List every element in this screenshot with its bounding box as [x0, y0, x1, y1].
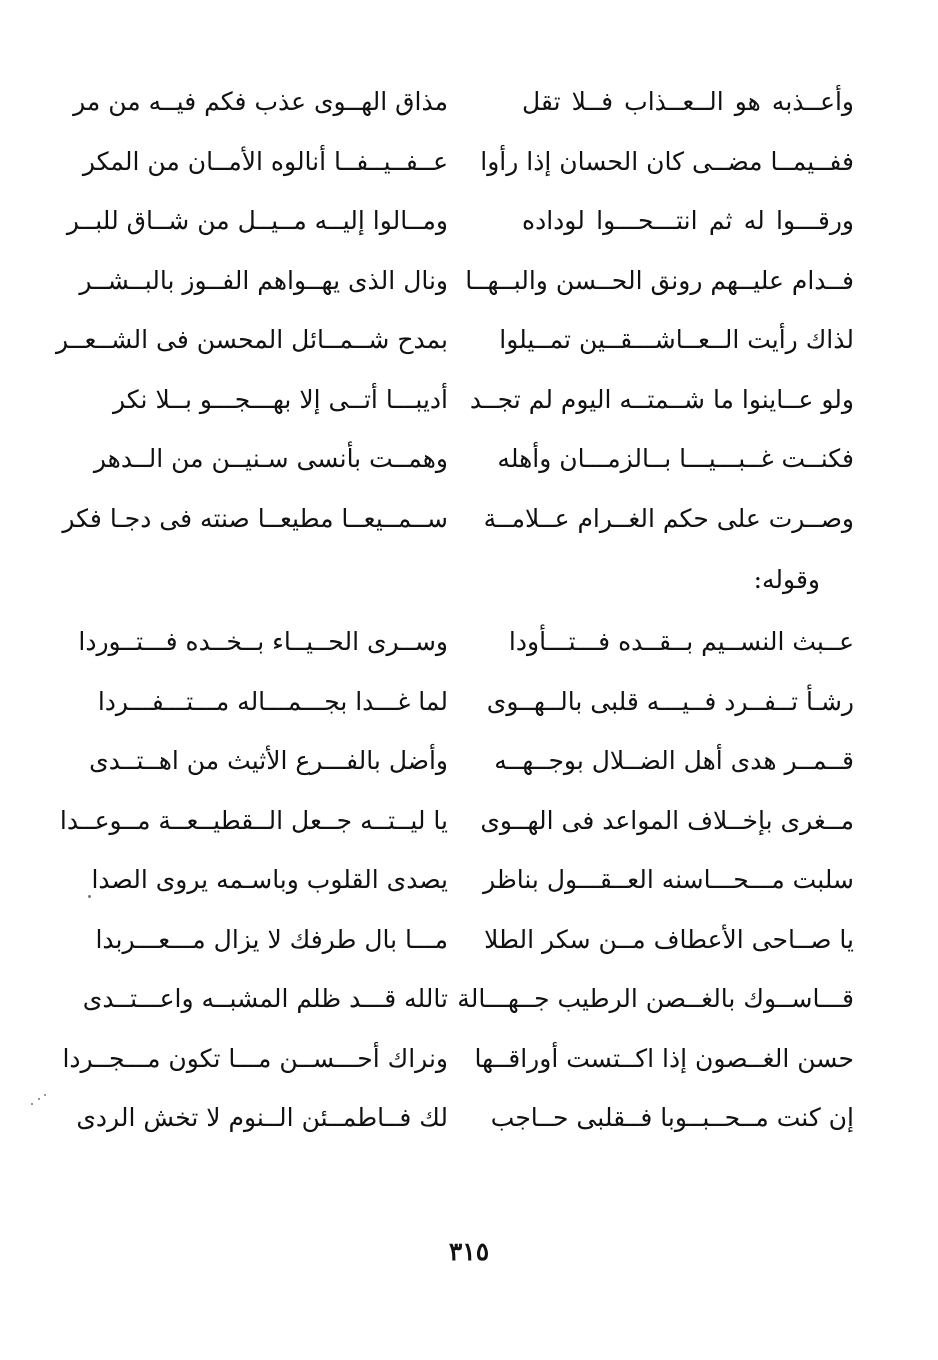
verse-first-hemistich: ولو عــاينوا ما شــمتــه اليوم لم تجــد [469, 384, 854, 414]
verse-line [0, 191, 938, 251]
verse-second-hemistich: وأضل بالفـــرع الأثيث من اهــتــدى [89, 746, 448, 775]
verse-first-hemistich: حسن الغــصون إذا اكــتست أوراقــها [474, 1043, 854, 1073]
poem-stanza-two [0, 612, 938, 1148]
verse-line [0, 251, 938, 311]
scan-speck [38, 1098, 40, 1100]
verse-first-hemistich: عــبث النســيم بــقــده فـــتـــأودا [508, 627, 854, 656]
verse-first-hemistich: وأعــذبه هو الــعــذاب فــلا تقل [522, 87, 854, 116]
verse-second-hemistich: بمدح شــمــائل المحسن فى الشــعــر [56, 325, 448, 354]
verse-first-hemistich: فــدام عليــهم رونق الحــسن والبــهــا [465, 265, 854, 295]
verse-line [0, 672, 938, 732]
verse-line [0, 132, 938, 192]
verse-line [0, 1029, 938, 1089]
page-number: ٣١٥ [448, 1237, 490, 1266]
verse-second-hemistich: ســمــيعــا مطيعــا صنته فى دجـا فكر [62, 503, 448, 533]
verse-line [0, 310, 938, 370]
scan-speck [88, 895, 91, 898]
verse-first-hemistich: إن كنت مــحــبــوبا فــقلبى حــاجب [490, 1103, 854, 1132]
verse-second-hemistich: لك فــاطمــئن الــنوم لا تخش الردى [76, 1103, 448, 1132]
verse-first-hemistich: سلبت مـــحـــاسنه العــقـــول بناظر [483, 865, 854, 894]
verse-first-hemistich: وصــرت على حكم الغــرام عــلامــة [483, 503, 854, 533]
verse-line [0, 429, 938, 489]
verse-second-hemistich: أديبـــا أتــى إلا بهـــجـــو بــلا نكر [112, 384, 448, 414]
verse-line [0, 489, 938, 549]
verse-second-hemistich: يا ليــتــه جــعل الــقطيــعــة مــوعــدا [59, 805, 448, 835]
verse-line [0, 72, 938, 132]
scan-speck [44, 1094, 46, 1096]
verse-first-hemistich: قـــاســوك بالغــصن الرطيب جــهـــالة [457, 984, 854, 1013]
verse-line [0, 1088, 938, 1148]
verse-second-hemistich: تالله قـــد ظلم المشبــه واعـــتــدى [82, 984, 448, 1013]
verse-second-hemistich: ومــالوا إليــه مــيــل من شــاق للبــر [66, 206, 448, 235]
scan-speck [31, 1103, 33, 1105]
verse-line [0, 850, 938, 910]
verse-line [0, 910, 938, 970]
verse-line [0, 791, 938, 851]
verse-second-hemistich: لما غـــدا بجـــمـــاله مـــتـــفـــردا [97, 686, 448, 716]
verse-line [0, 612, 938, 672]
verse-second-hemistich: يصدى القلوب وباسـمه يروى الصدا [91, 865, 448, 894]
verse-second-hemistich: وهمــت بأنسى سـنيــن من الــدهر [93, 444, 448, 473]
poem-intro-label: وقوله: [753, 565, 820, 594]
verse-first-hemistich: رشـأ تــفــرد فــيـــه قلبى بالــهــوى [486, 686, 854, 716]
verse-first-hemistich: قــمــر هدى أهل الضــلال بوجــهــه [494, 746, 854, 775]
verse-first-hemistich: ورقـــوا له ثم انتـــحـــوا لوداده [522, 206, 854, 235]
verse-line [0, 969, 938, 1029]
verse-second-hemistich: ونراك أحـــســن مـــا تكون مـــجــردا [62, 1043, 448, 1073]
verse-second-hemistich: عــفــيــفــا أنالوه الأمــان من المكر [82, 146, 448, 176]
poem-stanza-one [0, 72, 938, 548]
verse-line [0, 731, 938, 791]
verse-line [0, 370, 938, 430]
verse-second-hemistich: ونال الذى يهــواهم الفــوز بالبــشــر [79, 265, 448, 295]
verse-first-hemistich: مــغرى بإخــلاف المواعد فى الهــوى [480, 805, 854, 835]
verse-first-hemistich: ففــيمــا مضــى كان الحسان إذا رأوا [480, 146, 854, 176]
verse-second-hemistich: مذاق الهــوى عذب فكم فيــه من مر [73, 87, 448, 116]
verse-second-hemistich: مـــا بال طرفك لا يزال مـــعـــربدا [95, 924, 448, 954]
verse-second-hemistich: وســرى الحــيــاء بــخــده فـــتــوردا [78, 627, 448, 656]
verse-first-hemistich: يا صــاحى الأعطاف مــن سكر الطلا [484, 924, 854, 954]
verse-first-hemistich: لذاك رأيت الــعــاشـــقــين تمــيلوا [499, 325, 854, 354]
verse-first-hemistich: فكنــت غــبـــيـــا بــالزمـــان وأهله [497, 444, 854, 473]
